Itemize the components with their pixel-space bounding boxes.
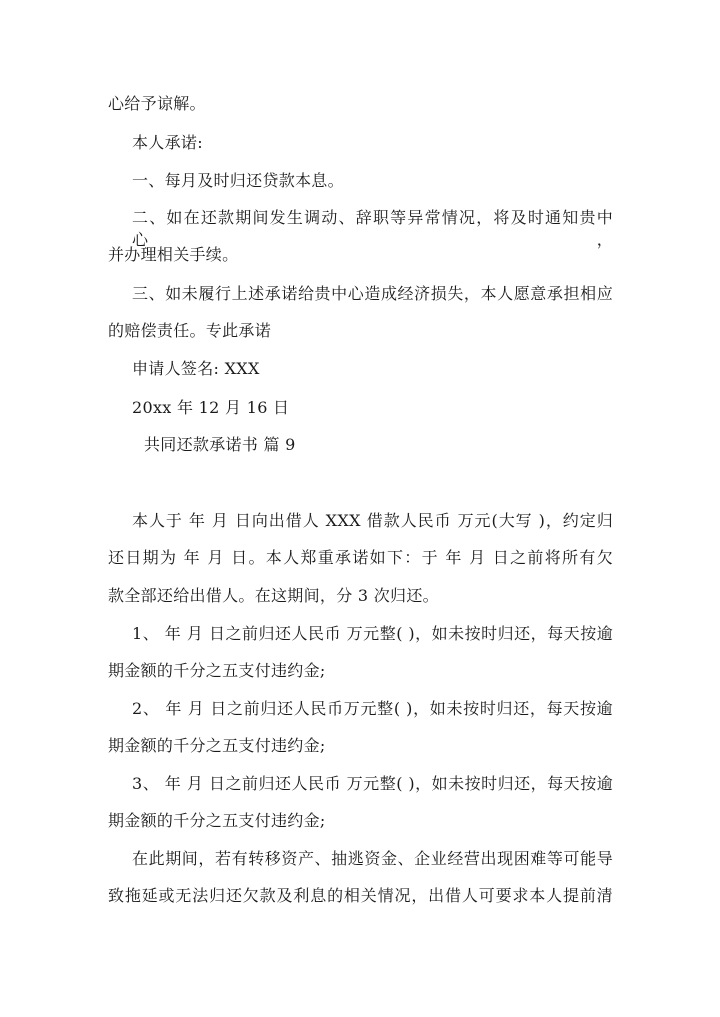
paragraph-line: 的赔偿责任。专此承诺 xyxy=(108,321,272,340)
paragraph-line: 期金额的千分之五支付违约金; xyxy=(108,811,326,830)
paragraph-line: 一、每月及时归还贷款本息。 xyxy=(132,171,344,190)
paragraph-line: 并办理相关手续。 xyxy=(108,245,239,264)
paragraph-line: 本人于 年 月 日向出借人 XXX 借款人民币 万元(大写 )，约定归 xyxy=(132,511,613,530)
date-line: 20xx 年 12 月 16 日 xyxy=(132,398,290,417)
paragraph-line: 在此期间，若有转移资产、抽逃资金、企业经营出现困难等可能导 xyxy=(132,849,613,868)
list-item: 1、 年 月 日之前归还人民币 万元整( )，如未按时归还，每天按逾 xyxy=(132,624,613,643)
paragraph-line: 还日期为 年 月 日。本人郑重承诺如下：于 年 月 日之前将所有欠 xyxy=(108,548,613,567)
list-item: 3、 年 月 日之前归还人民币 万元整( )，如未按时归还，每天按逾 xyxy=(132,774,613,793)
paragraph-line: 期金额的千分之五支付违约金; xyxy=(108,736,326,755)
paragraph-line: 期金额的千分之五支付违约金; xyxy=(108,661,326,680)
signature-line: 申请人签名: XXX xyxy=(132,359,260,378)
paragraph-line: 款全部还给出借人。在这期间，分 3 次归还。 xyxy=(108,586,439,605)
paragraph-line: 二、如在还款期间发生调动、辞职等异常情况，将及时通知贵中心， xyxy=(132,208,613,249)
list-item: 2、 年 月 日之前归还人民币万元整( )，如未按时归还，每天按逾 xyxy=(132,699,613,718)
paragraph-line: 致拖延或无法归还欠款及利息的相关情况，出借人可要求本人提前清 xyxy=(108,886,613,905)
paragraph-line: 三、如未履行上述承诺给贵中心造成经济损失，本人愿意承担相应 xyxy=(132,284,613,303)
section-heading: 共同还款承诺书 篇 9 xyxy=(144,435,296,454)
paragraph-line: 本人承诺: xyxy=(132,133,203,152)
paragraph-line: 心给予谅解。 xyxy=(108,94,206,113)
